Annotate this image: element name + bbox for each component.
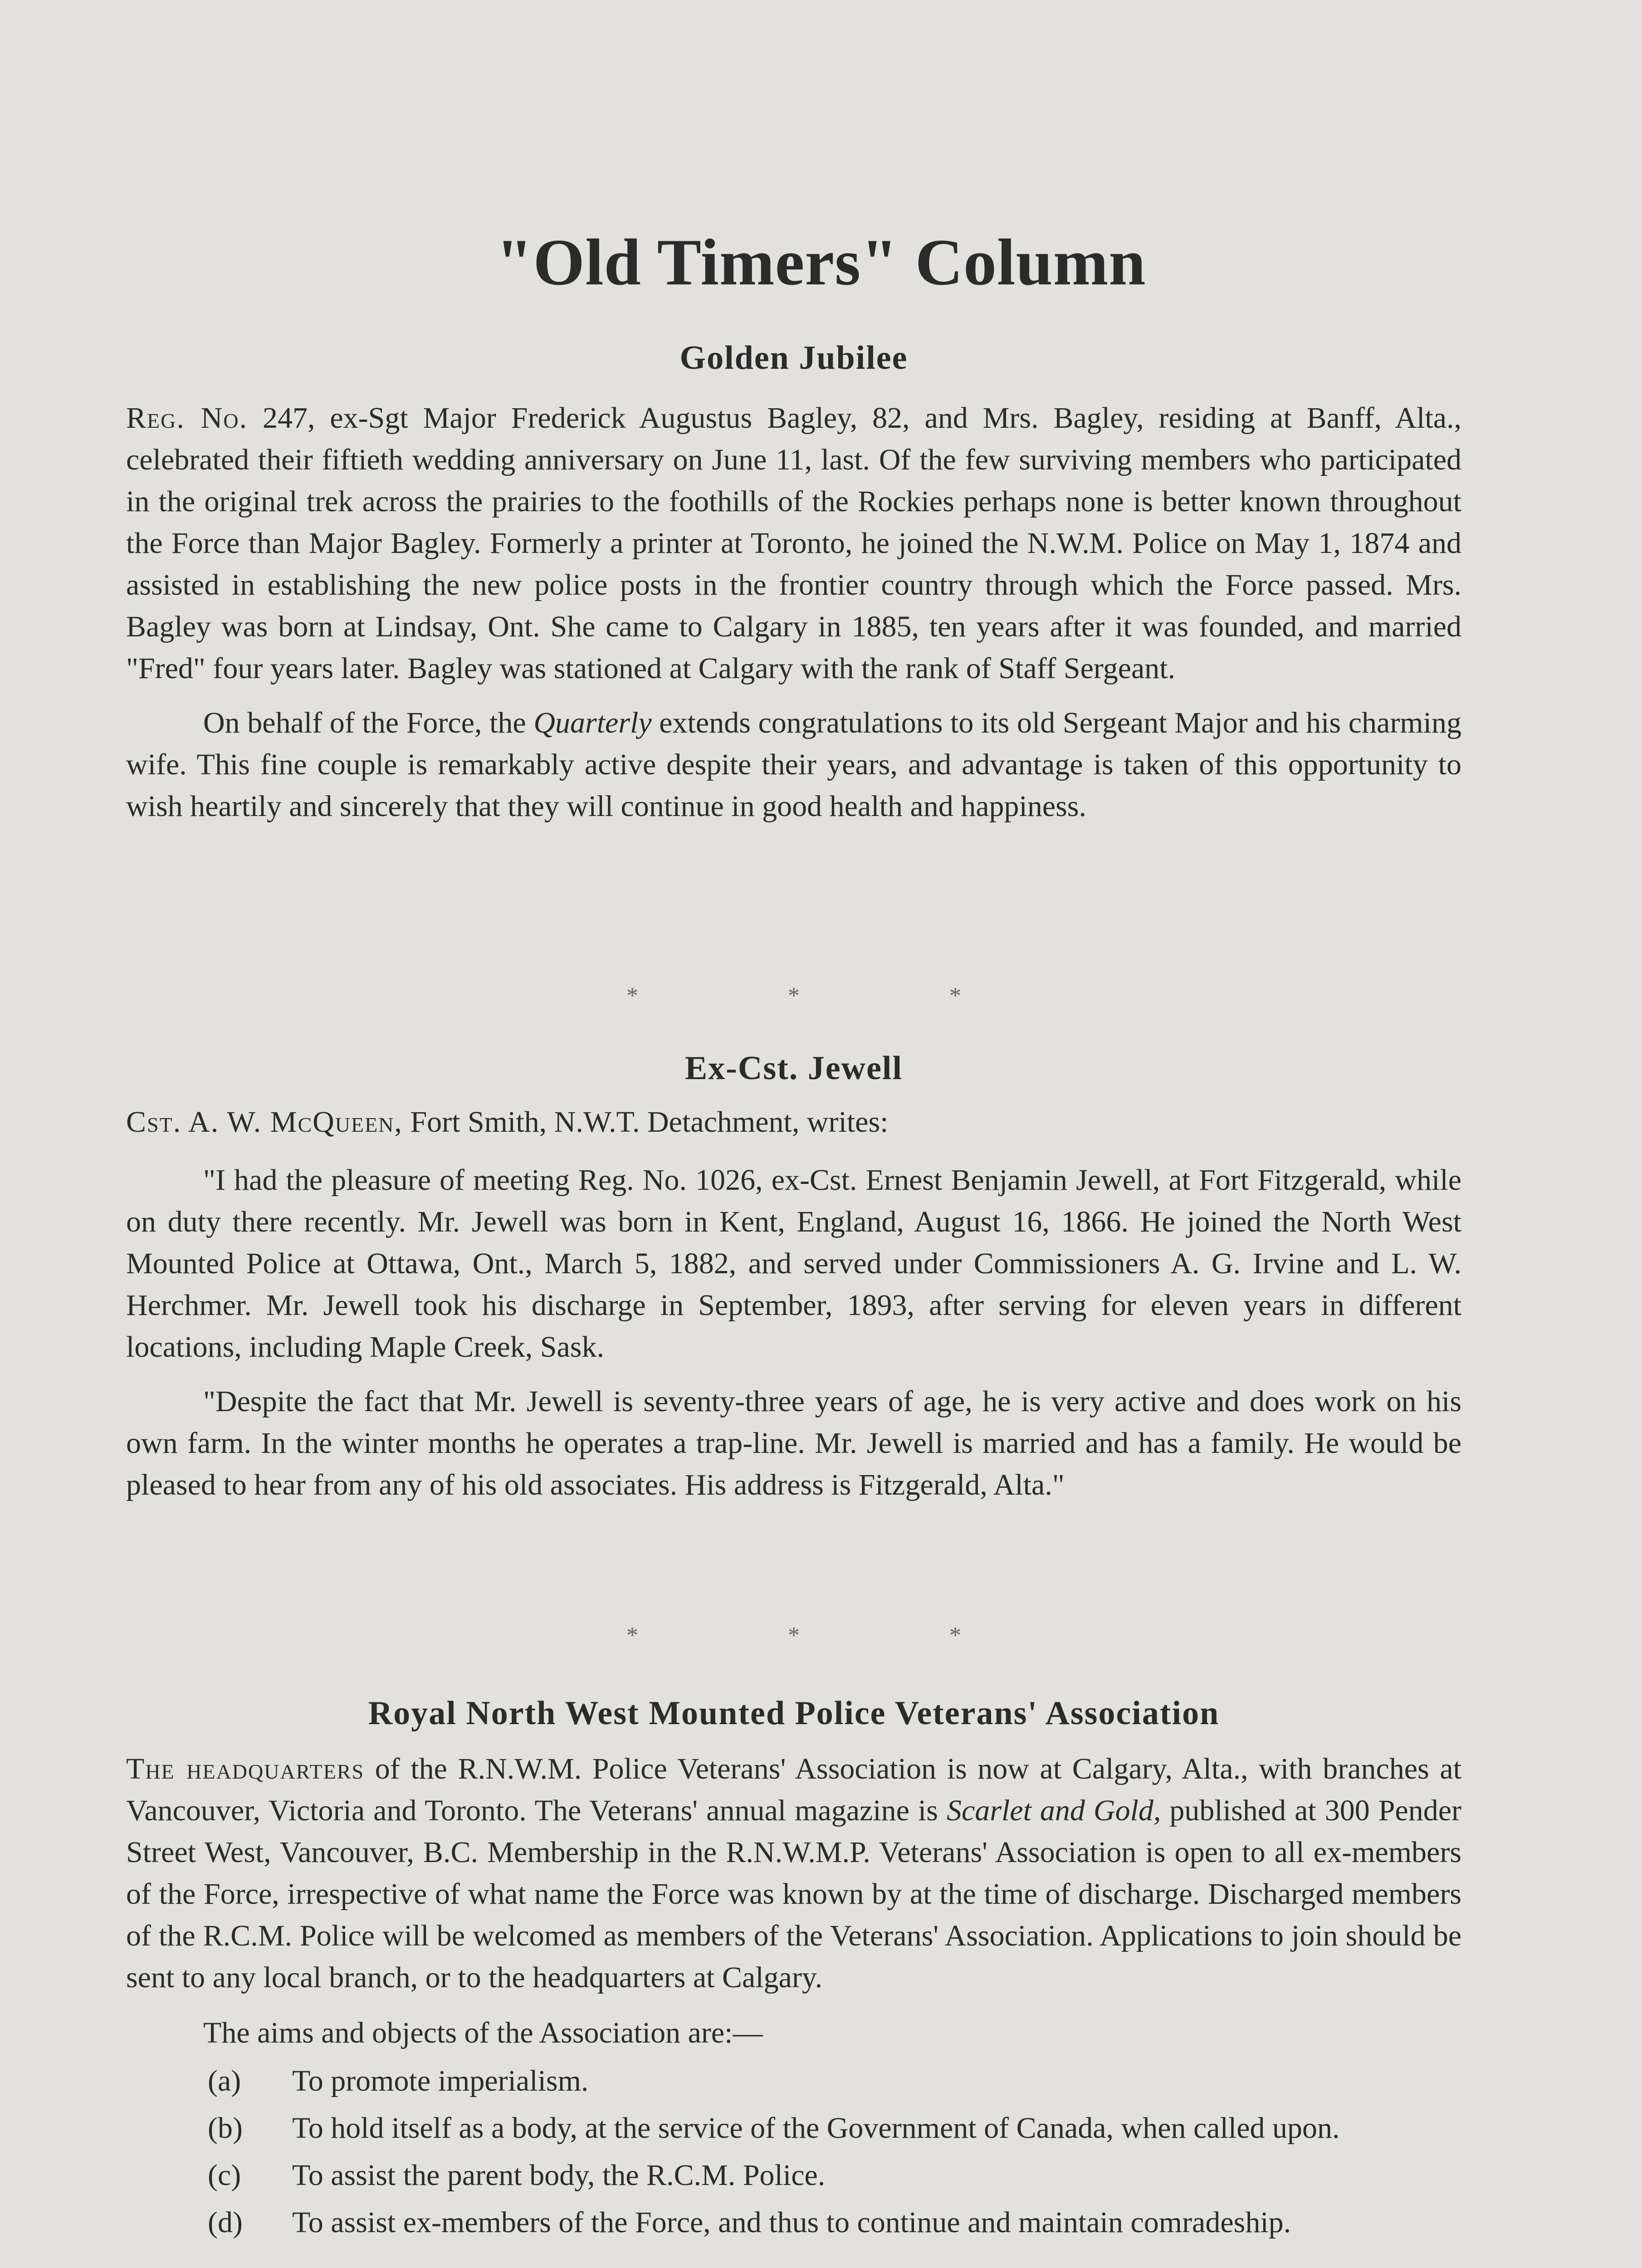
- list-item-label: (a): [208, 2064, 241, 2097]
- byline-text: Fort Smith, N.W.T. Detachment, writes:: [402, 1105, 889, 1139]
- list-item-label: (b): [208, 2112, 243, 2145]
- separator-asterisk: *: [788, 1623, 800, 1648]
- paragraph: "I had the pleasure of meeting Reg. No. 1026, ex-Cst. Ernest Benjamin Jewell, at Fort Fitzgerald, while on duty there recently. Mr. Jewell was born in Kent, England, August 16, 1866. He joined the North West Mounted Police at Ottawa, Ont., March 5, 1882, and served under Commissioners A. G. Irvine and L. W. Herchmer. Mr. Jewell took his discharge in September, 1893, after serving for eleven years in different locations, including Maple Creek, Sask.: [126, 1163, 1461, 1364]
- section-ex-cst-jewell: [126, 1051, 1461, 1506]
- paragraph-text: extends congratulations to its old Sergeant Major and his charming wife. This fine couple is remarkably active despite their years, and advantage is taken of this opportunity to wish heartily and sincerely that they will continue in good health and happiness.: [126, 706, 1461, 823]
- list-item-label: (c): [208, 2159, 241, 2192]
- list-item: [126, 2155, 1461, 2196]
- section-heading: Ex-Cst. Jewell: [684, 1050, 903, 1087]
- list-item: [126, 2060, 1461, 2102]
- paragraph-text: of the R.N.W.M. Police Veterans' Association is now at Calgary, Alta., with branches at Vancouver, Victoria and Toronto. The Veterans' annual magazine is: [126, 1752, 1462, 1827]
- paragraph-text: published at 300 Pender Street West, Vancouver, B.C. Membership in the R.N.W.M.P. Veterans' Association is open to all ex-members of the Force, irrespective of what name the Force was known by at the time of discharge. Discharged members of the R.C.M. Police will be welcomed as members of the Veterans' Association. Applications to join should be sent to any local branch, or to the headquarters at Calgary.: [126, 1794, 1461, 1994]
- byline-lead: Cst. A. W. McQueen,: [126, 1105, 403, 1139]
- list-item: [126, 2202, 1461, 2244]
- list-item-text: To assist ex-members of the Force, and thus to continue and maintain comradeship.: [292, 2206, 1291, 2239]
- list-item-text: To promote imperialism.: [292, 2064, 589, 2097]
- paragraph: [126, 1748, 1461, 1999]
- paragraph: [126, 397, 1461, 689]
- paragraph-text: 247, ex-Sgt Major Frederick Augustus Bagley, 82, and Mrs. Bagley, residing at Banff, Alta., celebrated their fiftieth wedding anniversary on June 11, last. Of the few surviving members who participated in the original trek across the prairies to the foothills of the Rockies perhaps none is better known throughout the Force than Major Bagley. Formerly a printer at Toronto, he joined the N.W.M. Police on May 1, 1874 and assisted in establishing the new police posts in the frontier country through which the Force passed. Mrs. Bagley was born at Lindsay, Ont. She came to Calgary in 1885, ten years after it was founded, and married "Fred" four years later. Bagley was stationed at Calgary with the rank of Staff Sergeant.: [126, 401, 1461, 685]
- separator-asterisk: *: [949, 983, 961, 1009]
- lead-in: Reg. No.: [126, 401, 248, 435]
- byline: [126, 1101, 1461, 1143]
- italic-title: Quarterly: [533, 706, 652, 739]
- aims-list: [126, 2060, 1461, 2244]
- list-item-text: To hold itself as a body, at the service of the Government of Canada, when called upon.: [292, 2112, 1340, 2145]
- list-item: [126, 2107, 1461, 2149]
- separator-asterisk: *: [626, 983, 638, 1009]
- paragraph: [126, 702, 1461, 827]
- page-title: "Old Timers" Column: [496, 225, 1146, 299]
- lead-in: The headquarters: [126, 1752, 365, 1785]
- section-veterans-association: [126, 1696, 1461, 2249]
- paragraph-text: On behalf of the Force, the: [203, 706, 534, 739]
- separator-asterisk: *: [788, 983, 800, 1009]
- italic-title: Scarlet and Gold,: [946, 1794, 1161, 1827]
- section-golden-jubilee: [126, 341, 1461, 827]
- separator-asterisk: *: [949, 1623, 961, 1648]
- separator-asterisk: *: [626, 1623, 638, 1648]
- list-item-text: To assist the parent body, the R.C.M. Police.: [292, 2159, 826, 2192]
- aims-intro: The aims and objects of the Association are:—: [203, 2016, 763, 2049]
- section-heading: Golden Jubilee: [679, 339, 908, 376]
- paragraph: "Despite the fact that Mr. Jewell is seventy-three years of age, he is very active and does work on his own farm. In the winter months he operates a trap-line. Mr. Jewell is married and has a family. He would be pleased to hear from any of his old associates. His address is Fitzgerald, Alta.": [126, 1385, 1461, 1501]
- section-separator: [126, 984, 1461, 1008]
- section-heading: Royal North West Mounted Police Veterans' Association: [368, 1695, 1220, 1732]
- list-item-label: (d): [208, 2206, 243, 2239]
- section-separator: [126, 1624, 1461, 1647]
